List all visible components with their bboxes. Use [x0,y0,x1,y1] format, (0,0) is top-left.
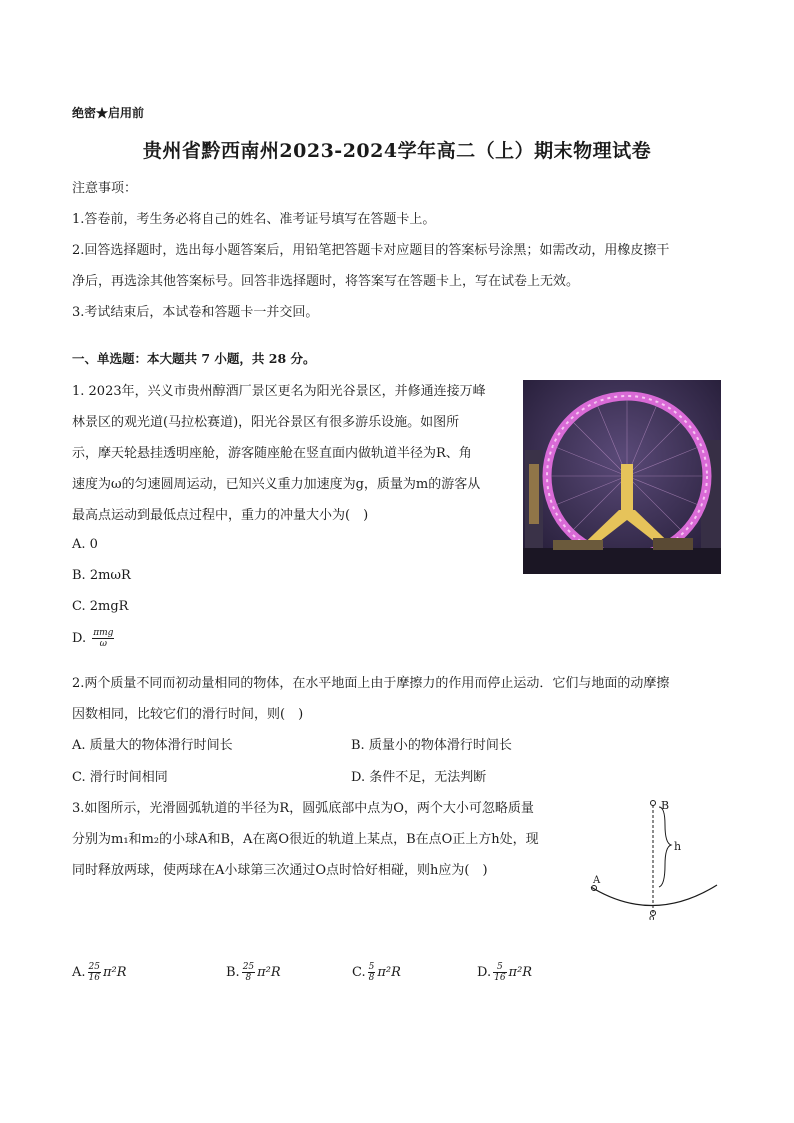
arc-track-diagram [585,795,725,920]
q1-line: 最高点运动到最低点过程中，重力的冲量大小为( ) [72,508,369,523]
fraction [493,962,506,983]
q3-option-a [72,962,127,983]
option-prefix: A. [72,965,86,980]
option-prefix: C. [352,965,366,980]
q3-option-b [226,962,281,983]
fraction-numerator: 25 [242,962,255,972]
fraction-numerator: 5 [493,962,506,973]
q3-option-c [352,962,401,983]
fraction-denominator: 16 [494,973,506,983]
q1-line: 林景区的观光道(马拉松赛道)，阳光谷景区有很多游乐设施。如图所 [72,415,460,430]
q1-line: 1. 2023年，兴义市贵州醇酒厂景区更名为阳光谷景区，并修通连接万峰 [72,384,486,399]
fraction-denominator: ω [99,639,108,649]
q1-option-a: A. 0 [72,537,98,552]
option-prefix: D. [72,631,87,646]
option-prefix: D. [477,965,492,980]
q2-option-c: C. 滑行时间相同 [72,770,168,785]
q3-line: 同时释放两球，使两球在A小球第三次通过O点时恰好相碰，则h应为( ) [72,863,488,878]
fraction-denominator: 8 [368,973,375,983]
note-item: 2.回答选择题时，选出每小题答案后，用铅笔把答题卡对应题目的答案标号涂黑；如需改动，用橡皮擦干 [72,243,670,258]
note-item: 3.考试结束后，本试卷和答题卡一并交回。 [72,305,319,320]
section-heading: 一、单选题：本大题共 7 小题，共 28 分。 [72,351,316,366]
label-a: A [593,875,601,886]
q2-line: 因数相同，比较它们的滑行时间，则( ) [72,707,304,722]
confidential-label: 绝密★启用前 [72,106,145,120]
q1-line: 示，摩天轮悬挂透明座舱，游客随座舱在竖直面内做轨道半径为R、角 [72,446,472,461]
fraction [368,962,376,983]
fraction-numerator: 5 [368,962,375,972]
fraction [242,962,255,983]
fraction-denominator: 8 [245,973,252,983]
fraction-denominator: 16 [88,973,100,983]
label-h: h [674,840,682,853]
q2-option-d: D. 条件不足，无法判断 [351,770,487,785]
q1-option-b: B. 2mωR [72,568,131,583]
option-tail: π²R [102,965,127,980]
q1-option-d [72,628,116,649]
q2-option-a: A. 质量大的物体滑行时间长 [72,738,233,753]
option-tail: π²R [377,965,401,980]
ferris-wheel-photo [523,380,721,574]
option-tail: π²R [257,965,281,980]
q2-option-b: B. 质量小的物体滑行时间长 [351,738,512,753]
label-o: o [649,914,655,920]
option-prefix: B. [226,965,240,980]
q1-line: 速度为ω的匀速圆周运动，已知兴义重力加速度为g，质量为m的游客从 [72,477,481,492]
page-title: 贵州省黔西南州2023-2024学年高二（上）期末物理试卷 [142,140,652,162]
q2-line: 2.两个质量不同而初动量相同的物体，在水平地面上由于摩擦力的作用而停止运动．它们与地面的动摩擦 [72,676,670,691]
q1-option-c: C. 2mgR [72,599,129,614]
fraction [88,962,101,983]
option-tail: π²R [508,965,533,980]
note-item: 净后，再选涂其他答案标号。回答非选择题时，将答案写在答题卡上，写在试卷上无效。 [72,274,580,289]
notes-heading: 注意事项： [72,181,138,196]
q3-line: 分别为m₁和m₂的小球A和B，A在离O很近的轨道上某点，B在点O正上方h处，现 [72,832,539,847]
note-item: 1.答卷前，考生务必将自己的姓名、准考证号填写在答题卡上。 [72,212,436,227]
q3-option-d [477,962,532,983]
fraction-numerator: πmg [93,628,114,638]
fraction [92,628,114,649]
label-b: B [661,799,670,812]
fraction-numerator: 25 [88,962,100,972]
q3-line: 3.如图所示，光滑圆弧轨道的半径为R，圆弧底部中点为O，两个大小可忽略质量 [72,801,534,816]
